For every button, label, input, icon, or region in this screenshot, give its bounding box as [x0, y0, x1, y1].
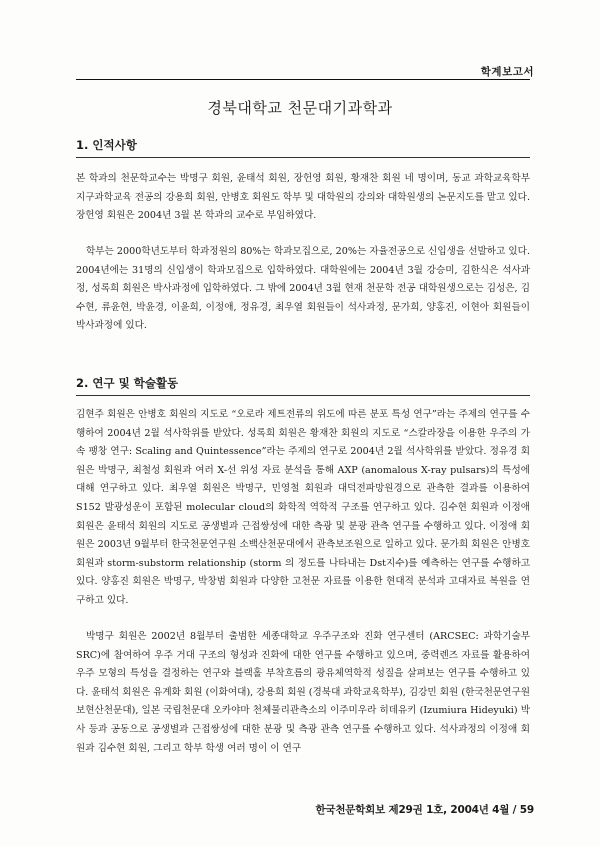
header-rule: [76, 79, 530, 80]
section-rule: [76, 157, 530, 158]
section-rule: [76, 395, 530, 396]
running-header: 학계보고서: [480, 66, 534, 78]
paragraph-personnel-1: 본 학과의 천문학교수는 박명구 회원, 윤태석 회원, 장헌영 회원, 황재찬 회원 네 명이며, 동교 과학교육학부 지구과학교육 전공의 강용희 회원, 안병호 회원도 학부 및 대학원의 강의와 대학원생의 논문지도를 맡고 있다. 장헌영 회원은 2004년 3월 본 학과의 교수로 부임하였다.: [76, 173, 530, 222]
section-heading-research: 2. 연구 및 학술활동: [76, 376, 179, 390]
paragraph-research-1: 김현주 회원은 안병호 회원의 지도로 “오로라 제트전류의 위도에 따른 분포 특성 연구”라는 주제의 연구를 수행하여 2004년 2월 석사학위를 받았다. 성록희 회원은 황재찬 회원의 지도로 “스칼라장을 이용한 우주의 가속 팽창 연구: Scaling and Quintessence”라는 주제의 연구로 2004년 2월 석사학위를 받았다. 정유경 회원은 박명구, 최철성 회원과 여러 X-선 위성 자료 분석을 통해 AXP (anomalous X-ray pulsars)의 특성에 대해 연구하고 있다. 최우열 회원은 박명구, 민영철 회원과 대덕전파망원경으로 관측한 결과를 이용하여 S152 발광성운이 포함된 molecular cloud의 화학적 역학적 구조를 연구하고 있다. 김수현 회원과 이정애 회원은 윤태석 회원의 지도로 공생별과 근접쌍성에 대한 측광 및 분광 관측 연구를 수행하고 있다. 이정애 회원은 2003년 9월부터 한국천문연구원 소백산천문대에서 관측보조원으로 일하고 있다. 문가희 회원은 안병호 회원과 storm-substorm relationship (storm 의 정도를 나타내는 Dst지수)를 예측하는 연구를 수행하고 있다. 양홍진 회원은 박명구, 박창범 회원과 다양한 고천문 자료를 이용한 현대적 분석과 고대자료 복원을 연구하고 있다.: [76, 409, 530, 606]
paragraph-personnel-2: 학부는 2000학년도부터 학과정원의 80%는 학과모집으로, 20%는 자율전공으로 신입생을 선발하고 있다. 2004년에는 31명의 신입생이 학과모집으로 입학하였다. 대학원에는 2004년 3월 강승미, 김한식은 석사과정, 성록희 회원은 박사과정에 입학하였다. 그 밖에 2004년 3월 현재 천문학 전공 대학원생으로는 김성은, 김수현, 류윤현, 박윤경, 이윤희, 이정애, 정유경, 최우열 회원들이 석사과정, 문가희, 양홍진, 이현아 회원들이 박사과정에 있다.: [76, 246, 530, 332]
page-title: 경북대학교 천문대기과학과: [207, 99, 393, 117]
section-heading-personnel: 1. 인적사항: [76, 138, 137, 152]
page-footer: 한국천문학회보 제29권 1호, 2004년 4월 / 59: [315, 804, 534, 816]
paragraph-research-2: 박명구 회원은 2002년 8월부터 출범한 세종대학교 우주구조와 진화 연구센터 (ARCSEC: 과학기술부 SRC)에 참여하여 우주 거대 구조의 형성과 진화에 대한 연구를 수행하고 있으며, 중력렌즈 자료를 활용하여 우주 모형의 특성을 결정하는 연구와 블랙홀 부착흐름의 광유체역학적 성질을 살펴보는 연구를 수행하고 있다. 윤태석 회원은 유계화 회원 (이화여대), 강용희 회원 (경북대 과학교육학부), 김강민 회원 (한국천문연구원 보현산천문대), 일본 국립천문대 오카야마 천체물리관측소의 이주미우라 히데유키 (Izumiura Hideyuki) 박사 등과 공동으로 공생별과 근접쌍성에 대한 분광 및 측광 관측 연구를 수행하고 있다. 석사과정의 이정애 회원과 김수현 회원, 그리고 학부 학생 여러 명이 이 연구: [76, 631, 530, 754]
